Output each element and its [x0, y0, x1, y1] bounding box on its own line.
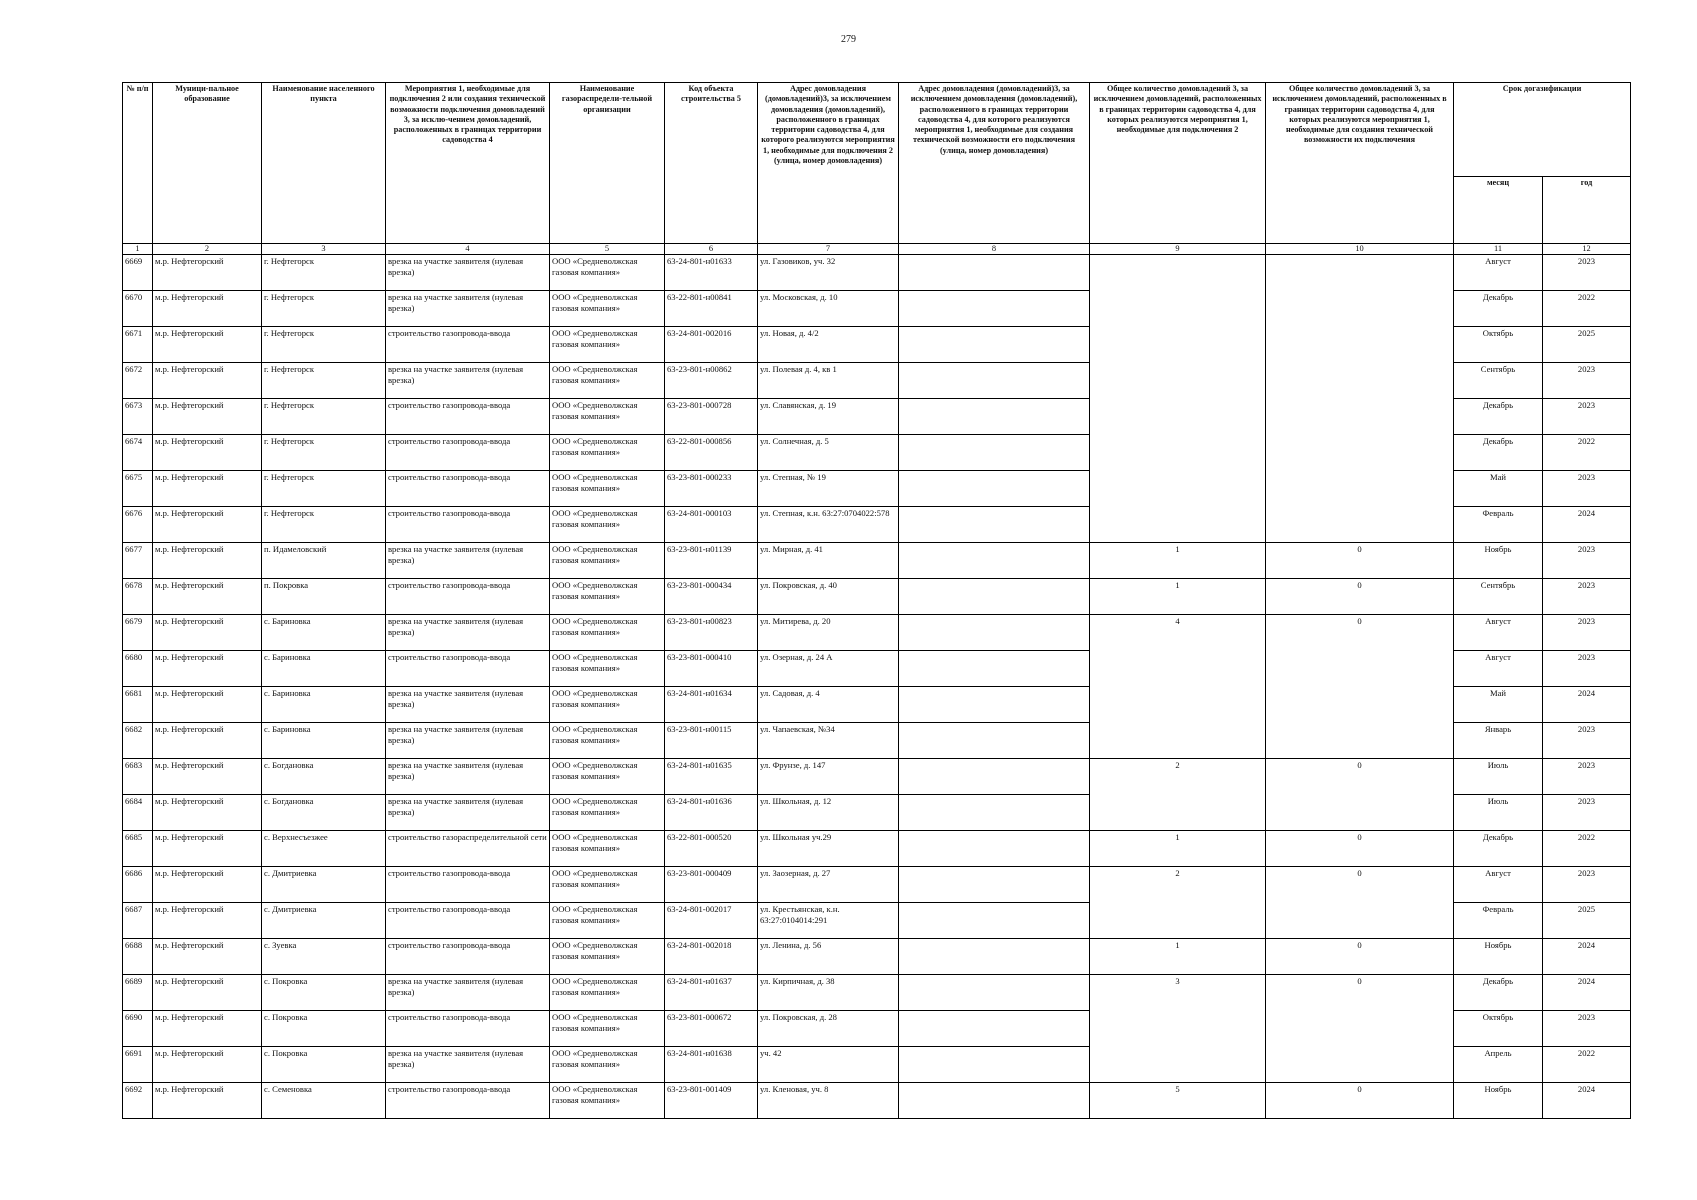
month-cell: Август: [1454, 651, 1543, 687]
total-connect-cell: 1: [1090, 939, 1266, 975]
address-cell: ул. Полевая д. 4, кв 1: [758, 363, 899, 399]
object-code-cell: 63-23-801-001409: [665, 1083, 758, 1119]
gdo-cell: ООО «Средневолжская газовая компания»: [550, 291, 665, 327]
row-number: 6676: [123, 507, 153, 543]
settlement-cell: с. Богдановка: [262, 759, 386, 795]
settlement-cell: г. Нефтегорск: [262, 507, 386, 543]
object-code-cell: 63-24-801-000103: [665, 507, 758, 543]
month-cell: Май: [1454, 687, 1543, 723]
address-garden-cell: [899, 1047, 1090, 1083]
row-number: 6671: [123, 327, 153, 363]
table-row: [123, 867, 1631, 903]
address-cell: ул. Ленина, д. 56: [758, 939, 899, 975]
address-cell: ул. Заозерная, д. 27: [758, 867, 899, 903]
municipality-cell: м.р. Нефтегорский: [153, 687, 262, 723]
address-garden-cell: [899, 579, 1090, 615]
address-garden-cell: [899, 759, 1090, 795]
municipality-cell: м.р. Нефтегорский: [153, 543, 262, 579]
address-garden-cell: [899, 687, 1090, 723]
header-municipality: Муници-пальное образование: [153, 83, 262, 244]
measures-cell: строительство газопровода-ввода: [386, 939, 550, 975]
municipality-cell: м.р. Нефтегорский: [153, 399, 262, 435]
municipality-cell: м.р. Нефтегорский: [153, 651, 262, 687]
month-cell: Июль: [1454, 759, 1543, 795]
object-code-cell: 63-23-801-н00823: [665, 615, 758, 651]
settlement-cell: г. Нефтегорск: [262, 363, 386, 399]
column-number: 9: [1090, 244, 1266, 255]
measures-cell: врезка на участке заявителя (нулевая врезка): [386, 1047, 550, 1083]
gdo-cell: ООО «Средневолжская газовая компания»: [550, 615, 665, 651]
object-code-cell: 63-24-801-н01638: [665, 1047, 758, 1083]
address-garden-cell: [899, 867, 1090, 903]
object-code-cell: 63-24-801-002018: [665, 939, 758, 975]
object-code-cell: 63-23-801-000672: [665, 1011, 758, 1047]
municipality-cell: м.р. Нефтегорский: [153, 759, 262, 795]
month-cell: Апрель: [1454, 1047, 1543, 1083]
total-connect-cell: 2: [1090, 867, 1266, 939]
column-number: 7: [758, 244, 899, 255]
row-number: 6675: [123, 471, 153, 507]
settlement-cell: г. Нефтегорск: [262, 471, 386, 507]
month-cell: Ноябрь: [1454, 1083, 1543, 1119]
table-row: [123, 759, 1631, 795]
total-tech-cell: 0: [1266, 759, 1454, 831]
settlement-cell: с. Бариновка: [262, 615, 386, 651]
total-connect-cell: 3: [1090, 975, 1266, 1083]
measures-cell: строительство газопровода-ввода: [386, 651, 550, 687]
year-cell: 2022: [1543, 1047, 1631, 1083]
table-row: [123, 939, 1631, 975]
month-cell: Декабрь: [1454, 291, 1543, 327]
row-number: 6687: [123, 903, 153, 939]
municipality-cell: м.р. Нефтегорский: [153, 1011, 262, 1047]
address-cell: ул. Степная, к.н. 63:27:0704022:578: [758, 507, 899, 543]
settlement-cell: с. Семеновка: [262, 1083, 386, 1119]
settlement-cell: с. Верхнесъезжее: [262, 831, 386, 867]
gdo-cell: ООО «Средневолжская газовая компания»: [550, 1047, 665, 1083]
row-number: 6670: [123, 291, 153, 327]
column-number-row: [123, 244, 1631, 255]
object-code-cell: 63-22-801-н00841: [665, 291, 758, 327]
address-garden-cell: [899, 939, 1090, 975]
month-cell: Август: [1454, 255, 1543, 291]
address-cell: ул. Озерная, д. 24 А: [758, 651, 899, 687]
row-number: 6686: [123, 867, 153, 903]
gdo-cell: ООО «Средневолжская газовая компания»: [550, 327, 665, 363]
object-code-cell: 63-24-801-н01634: [665, 687, 758, 723]
year-cell: 2022: [1543, 831, 1631, 867]
gdo-cell: ООО «Средневолжская газовая компания»: [550, 795, 665, 831]
month-cell: Ноябрь: [1454, 939, 1543, 975]
row-number: 6680: [123, 651, 153, 687]
gdo-cell: ООО «Средневолжская газовая компания»: [550, 723, 665, 759]
row-number: 6669: [123, 255, 153, 291]
measures-cell: строительство газораспределительной сети: [386, 831, 550, 867]
row-number: 6690: [123, 1011, 153, 1047]
municipality-cell: м.р. Нефтегорский: [153, 291, 262, 327]
address-garden-cell: [899, 975, 1090, 1011]
address-cell: ул. Чапаевская, №34: [758, 723, 899, 759]
measures-cell: строительство газопровода-ввода: [386, 579, 550, 615]
measures-cell: строительство газопровода-ввода: [386, 507, 550, 543]
address-cell: ул. Садовая, д. 4: [758, 687, 899, 723]
row-number: 6692: [123, 1083, 153, 1119]
table-body: [123, 255, 1631, 1119]
measures-cell: врезка на участке заявителя (нулевая врезка): [386, 759, 550, 795]
measures-cell: врезка на участке заявителя (нулевая врезка): [386, 975, 550, 1011]
row-number: 6685: [123, 831, 153, 867]
settlement-cell: с. Бариновка: [262, 687, 386, 723]
year-cell: 2024: [1543, 687, 1631, 723]
object-code-cell: 63-23-801-000409: [665, 867, 758, 903]
month-cell: Сентябрь: [1454, 363, 1543, 399]
settlement-cell: г. Нефтегорск: [262, 291, 386, 327]
address-cell: ул. Покровская, д. 28: [758, 1011, 899, 1047]
measures-cell: врезка на участке заявителя (нулевая врезка): [386, 795, 550, 831]
header-deadline: Срок догазификации: [1454, 83, 1631, 177]
month-cell: Август: [1454, 615, 1543, 651]
total-tech-cell: 0: [1266, 615, 1454, 759]
municipality-cell: м.р. Нефтегорский: [153, 255, 262, 291]
total-connect-cell: 5: [1090, 1083, 1266, 1119]
gdo-cell: ООО «Средневолжская газовая компания»: [550, 255, 665, 291]
settlement-cell: с. Покровка: [262, 975, 386, 1011]
month-cell: Декабрь: [1454, 399, 1543, 435]
address-cell: ул. Кленовая, уч. 8: [758, 1083, 899, 1119]
row-number: 6681: [123, 687, 153, 723]
header-measures: Мероприятия 1, необходимые для подключения 2 или создания технической возможности подключения домовладений 3, за исклю-чением домовладений, расположенных в границах территории садоводства 4: [386, 83, 550, 244]
total-tech-cell: 0: [1266, 579, 1454, 615]
year-cell: 2025: [1543, 327, 1631, 363]
municipality-cell: м.р. Нефтегорский: [153, 1047, 262, 1083]
month-cell: Декабрь: [1454, 831, 1543, 867]
settlement-cell: г. Нефтегорск: [262, 327, 386, 363]
address-garden-cell: [899, 327, 1090, 363]
address-cell: ул. Кирпичная, д. 38: [758, 975, 899, 1011]
object-code-cell: 63-23-801-н01139: [665, 543, 758, 579]
year-cell: 2024: [1543, 939, 1631, 975]
address-garden-cell: [899, 435, 1090, 471]
header-total-tech: Общее количество домовладений 3, за исключением домовладений, расположенных в границах территории садоводства 4, для которых реализуются мероприятия 1, необходимые для создания технической возможности их подключения: [1266, 83, 1454, 244]
row-number: 6679: [123, 615, 153, 651]
municipality-cell: м.р. Нефтегорский: [153, 975, 262, 1011]
address-garden-cell: [899, 507, 1090, 543]
gdo-cell: ООО «Средневолжская газовая компания»: [550, 651, 665, 687]
object-code-cell: 63-23-801-000434: [665, 579, 758, 615]
settlement-cell: г. Нефтегорск: [262, 399, 386, 435]
address-cell: ул. Солнечная, д. 5: [758, 435, 899, 471]
year-cell: 2024: [1543, 975, 1631, 1011]
gdo-cell: ООО «Средневолжская газовая компания»: [550, 435, 665, 471]
measures-cell: строительство газопровода-ввода: [386, 903, 550, 939]
page-number: 279: [841, 34, 856, 45]
measures-cell: врезка на участке заявителя (нулевая врезка): [386, 687, 550, 723]
address-cell: ул. Славянская, д. 19: [758, 399, 899, 435]
gdo-cell: ООО «Средневолжская газовая компания»: [550, 975, 665, 1011]
total-tech-cell: 0: [1266, 939, 1454, 975]
year-cell: 2023: [1543, 399, 1631, 435]
total-connect-cell: [1090, 255, 1266, 543]
municipality-cell: м.р. Нефтегорский: [153, 435, 262, 471]
settlement-cell: с. Дмитриевка: [262, 867, 386, 903]
total-tech-cell: 0: [1266, 975, 1454, 1083]
gdo-cell: ООО «Средневолжская газовая компания»: [550, 1011, 665, 1047]
measures-cell: врезка на участке заявителя (нулевая врезка): [386, 615, 550, 651]
total-connect-cell: 1: [1090, 579, 1266, 615]
year-cell: 2023: [1543, 579, 1631, 615]
column-number: 8: [899, 244, 1090, 255]
total-connect-cell: 4: [1090, 615, 1266, 759]
object-code-cell: 63-24-801-н01633: [665, 255, 758, 291]
month-cell: Май: [1454, 471, 1543, 507]
year-cell: 2023: [1543, 867, 1631, 903]
year-cell: 2023: [1543, 615, 1631, 651]
settlement-cell: с. Бариновка: [262, 723, 386, 759]
year-cell: 2023: [1543, 1011, 1631, 1047]
address-cell: ул. Школьная уч.29: [758, 831, 899, 867]
month-cell: Январь: [1454, 723, 1543, 759]
column-number: 3: [262, 244, 386, 255]
row-number: 6683: [123, 759, 153, 795]
address-garden-cell: [899, 1011, 1090, 1047]
object-code-cell: 63-24-801-002016: [665, 327, 758, 363]
address-garden-cell: [899, 399, 1090, 435]
month-cell: Февраль: [1454, 903, 1543, 939]
column-number: 1: [123, 244, 153, 255]
object-code-cell: 63-23-801-н00115: [665, 723, 758, 759]
address-cell: ул. Новая, д. 4/2: [758, 327, 899, 363]
object-code-cell: 63-23-801-000410: [665, 651, 758, 687]
address-cell: уч. 42: [758, 1047, 899, 1083]
gdo-cell: ООО «Средневолжская газовая компания»: [550, 1083, 665, 1119]
total-connect-cell: 1: [1090, 543, 1266, 579]
address-cell: ул. Фрунзе, д. 147: [758, 759, 899, 795]
address-cell: ул. Покровская, д. 40: [758, 579, 899, 615]
address-garden-cell: [899, 651, 1090, 687]
municipality-cell: м.р. Нефтегорский: [153, 903, 262, 939]
header-settlement: Наименование населенного пункта: [262, 83, 386, 244]
gdo-cell: ООО «Средневолжская газовая компания»: [550, 939, 665, 975]
settlement-cell: с. Богдановка: [262, 795, 386, 831]
table-row: [123, 615, 1631, 651]
gdo-cell: ООО «Средневолжская газовая компания»: [550, 759, 665, 795]
settlement-cell: с. Дмитриевка: [262, 903, 386, 939]
row-number: 6674: [123, 435, 153, 471]
month-cell: Февраль: [1454, 507, 1543, 543]
total-tech-cell: [1266, 255, 1454, 543]
settlement-cell: с. Зуевка: [262, 939, 386, 975]
header-address-garden: Адрес домовладения (домовладений)3, за исключением домовладения (домовладений), расположенного в границах территории садоводства 4, для которого реализуются мероприятия 1, необходимые для создания технической возможности его подключения (улица, номер домовладения): [899, 83, 1090, 244]
municipality-cell: м.р. Нефтегорский: [153, 471, 262, 507]
address-garden-cell: [899, 1083, 1090, 1119]
object-code-cell: 63-23-801-000233: [665, 471, 758, 507]
year-cell: 2023: [1543, 795, 1631, 831]
row-number: 6689: [123, 975, 153, 1011]
settlement-cell: с. Покровка: [262, 1011, 386, 1047]
year-cell: 2025: [1543, 903, 1631, 939]
header-month: месяц: [1454, 177, 1543, 244]
total-tech-cell: 0: [1266, 543, 1454, 579]
row-number: 6684: [123, 795, 153, 831]
measures-cell: строительство газопровода-ввода: [386, 399, 550, 435]
year-cell: 2023: [1543, 759, 1631, 795]
address-garden-cell: [899, 903, 1090, 939]
total-connect-cell: 1: [1090, 831, 1266, 867]
measures-cell: строительство газопровода-ввода: [386, 867, 550, 903]
column-number: 5: [550, 244, 665, 255]
settlement-cell: п. Идамеловский: [262, 543, 386, 579]
measures-cell: врезка на участке заявителя (нулевая врезка): [386, 543, 550, 579]
month-cell: Октябрь: [1454, 327, 1543, 363]
address-cell: ул. Митирева, д. 20: [758, 615, 899, 651]
address-garden-cell: [899, 471, 1090, 507]
column-number: 12: [1543, 244, 1631, 255]
measures-cell: строительство газопровода-ввода: [386, 1011, 550, 1047]
table-row: [123, 831, 1631, 867]
year-cell: 2023: [1543, 723, 1631, 759]
year-cell: 2022: [1543, 291, 1631, 327]
object-code-cell: 63-24-801-н01636: [665, 795, 758, 831]
object-code-cell: 63-24-801-002017: [665, 903, 758, 939]
table-row: [123, 255, 1631, 291]
measures-cell: строительство газопровода-ввода: [386, 1083, 550, 1119]
header-object-code: Код объекта строительства 5: [665, 83, 758, 244]
municipality-cell: м.р. Нефтегорский: [153, 831, 262, 867]
year-cell: 2023: [1543, 651, 1631, 687]
municipality-cell: м.р. Нефтегорский: [153, 327, 262, 363]
municipality-cell: м.р. Нефтегорский: [153, 1083, 262, 1119]
municipality-cell: м.р. Нефтегорский: [153, 615, 262, 651]
header-total-connect: Общее количество домовладений 3, за исключением домовладений, расположенных в границах территории садоводства 4, для которых реализуются мероприятия 1, необходимые для подключения 2: [1090, 83, 1266, 244]
address-garden-cell: [899, 615, 1090, 651]
column-number: 10: [1266, 244, 1454, 255]
month-cell: Декабрь: [1454, 435, 1543, 471]
year-cell: 2024: [1543, 507, 1631, 543]
header-year: год: [1543, 177, 1631, 244]
year-cell: 2023: [1543, 363, 1631, 399]
address-garden-cell: [899, 723, 1090, 759]
address-cell: ул. Газовиков, уч. 32: [758, 255, 899, 291]
column-number: 6: [665, 244, 758, 255]
year-cell: 2023: [1543, 255, 1631, 291]
year-cell: 2023: [1543, 543, 1631, 579]
total-tech-cell: 0: [1266, 867, 1454, 939]
gdo-cell: ООО «Средневолжская газовая компания»: [550, 543, 665, 579]
month-cell: Сентябрь: [1454, 579, 1543, 615]
row-number: 6691: [123, 1047, 153, 1083]
header-gdo: Наименование газораспредели-тельной организации: [550, 83, 665, 244]
gdo-cell: ООО «Средневолжская газовая компания»: [550, 363, 665, 399]
column-number: 11: [1454, 244, 1543, 255]
month-cell: Август: [1454, 867, 1543, 903]
address-garden-cell: [899, 795, 1090, 831]
row-number: 6688: [123, 939, 153, 975]
table-row: [123, 975, 1631, 1011]
object-code-cell: 63-24-801-н01637: [665, 975, 758, 1011]
municipality-cell: м.р. Нефтегорский: [153, 579, 262, 615]
object-code-cell: 63-23-801-000728: [665, 399, 758, 435]
address-garden-cell: [899, 363, 1090, 399]
total-connect-cell: 2: [1090, 759, 1266, 831]
address-cell: ул. Школьная, д. 12: [758, 795, 899, 831]
column-number: 2: [153, 244, 262, 255]
municipality-cell: м.р. Нефтегорский: [153, 939, 262, 975]
gdo-cell: ООО «Средневолжская газовая компания»: [550, 579, 665, 615]
address-cell: ул. Степная, № 19: [758, 471, 899, 507]
month-cell: Октябрь: [1454, 1011, 1543, 1047]
object-code-cell: 63-22-801-000520: [665, 831, 758, 867]
settlement-cell: с. Бариновка: [262, 651, 386, 687]
address-cell: ул. Крестьянская, к.н. 63:27:0104014:291: [758, 903, 899, 939]
address-cell: ул. Мирная, д. 41: [758, 543, 899, 579]
row-number: 6672: [123, 363, 153, 399]
address-cell: ул. Московская, д. 10: [758, 291, 899, 327]
gdo-cell: ООО «Средневолжская газовая компания»: [550, 399, 665, 435]
year-cell: 2022: [1543, 435, 1631, 471]
measures-cell: строительство газопровода-ввода: [386, 435, 550, 471]
settlement-cell: п. Покровка: [262, 579, 386, 615]
municipality-cell: м.р. Нефтегорский: [153, 363, 262, 399]
object-code-cell: 63-24-801-н01635: [665, 759, 758, 795]
municipality-cell: м.р. Нефтегорский: [153, 723, 262, 759]
address-garden-cell: [899, 831, 1090, 867]
address-garden-cell: [899, 543, 1090, 579]
month-cell: Июль: [1454, 795, 1543, 831]
month-cell: Ноябрь: [1454, 543, 1543, 579]
object-code-cell: 63-23-801-н00862: [665, 363, 758, 399]
measures-cell: врезка на участке заявителя (нулевая врезка): [386, 255, 550, 291]
row-number: 6677: [123, 543, 153, 579]
gasification-table: [122, 82, 1631, 1119]
column-number: 4: [386, 244, 550, 255]
settlement-cell: г. Нефтегорск: [262, 435, 386, 471]
measures-cell: врезка на участке заявителя (нулевая врезка): [386, 723, 550, 759]
row-number: 6682: [123, 723, 153, 759]
municipality-cell: м.р. Нефтегорский: [153, 867, 262, 903]
month-cell: Декабрь: [1454, 975, 1543, 1011]
measures-cell: врезка на участке заявителя (нулевая врезка): [386, 291, 550, 327]
row-number: 6673: [123, 399, 153, 435]
table-row: [123, 543, 1631, 579]
gdo-cell: ООО «Средневолжская газовая компания»: [550, 471, 665, 507]
gdo-cell: ООО «Средневолжская газовая компания»: [550, 507, 665, 543]
table-row: [123, 579, 1631, 615]
address-garden-cell: [899, 255, 1090, 291]
table-row: [123, 1083, 1631, 1119]
gdo-cell: ООО «Средневолжская газовая компания»: [550, 687, 665, 723]
municipality-cell: м.р. Нефтегорский: [153, 507, 262, 543]
total-tech-cell: 0: [1266, 831, 1454, 867]
municipality-cell: м.р. Нефтегорский: [153, 795, 262, 831]
total-tech-cell: 0: [1266, 1083, 1454, 1119]
measures-cell: строительство газопровода-ввода: [386, 327, 550, 363]
measures-cell: врезка на участке заявителя (нулевая врезка): [386, 363, 550, 399]
year-cell: 2023: [1543, 471, 1631, 507]
header-num: № п/п: [123, 83, 153, 244]
address-garden-cell: [899, 291, 1090, 327]
row-number: 6678: [123, 579, 153, 615]
gdo-cell: ООО «Средневолжская газовая компания»: [550, 867, 665, 903]
gdo-cell: ООО «Средневолжская газовая компания»: [550, 831, 665, 867]
measures-cell: строительство газопровода-ввода: [386, 471, 550, 507]
header-address-excl: Адрес домовладения (домовладений)3, за исключением домовладения (домовладений), расположенного в границах территории садоводства 4, для которого реализуются мероприятия 1, необходимые для подключения 2 (улица, номер домовладения): [758, 83, 899, 244]
settlement-cell: с. Покровка: [262, 1047, 386, 1083]
year-cell: 2024: [1543, 1083, 1631, 1119]
object-code-cell: 63-22-801-000856: [665, 435, 758, 471]
gdo-cell: ООО «Средневолжская газовая компания»: [550, 903, 665, 939]
settlement-cell: г. Нефтегорск: [262, 255, 386, 291]
